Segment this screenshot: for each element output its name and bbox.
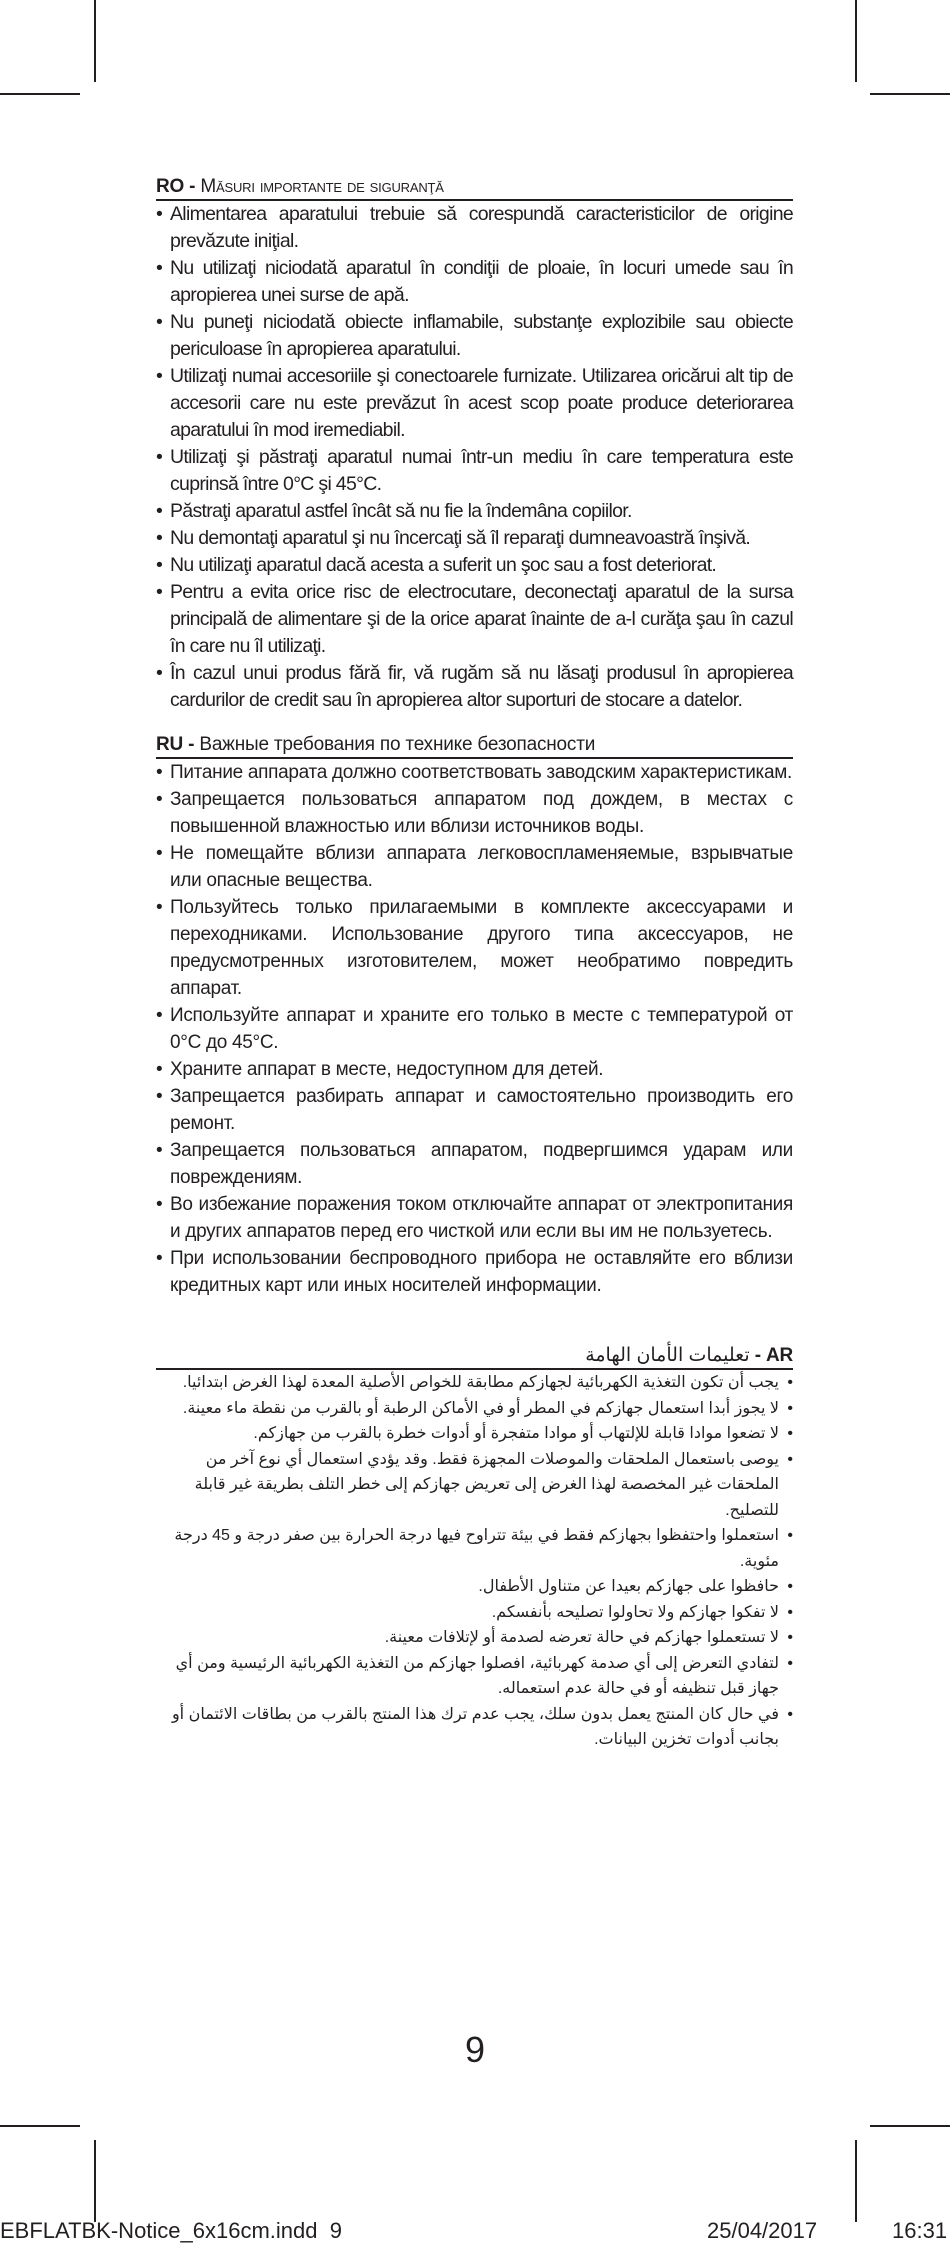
list-item: • حافظوا على جهازكم بعيدا عن متناول الأطفال.: [156, 1574, 793, 1600]
list-item: • لا تضعوا موادا قابلة للإلتهاب أو موادا متفجرة أو أدوات خطرة بالقرب من جهازكم.: [156, 1421, 793, 1447]
section-arabic: [156, 1345, 793, 1753]
slug-file-page: 9: [329, 2218, 342, 2243]
bullet-list-ar: [156, 1370, 793, 1753]
list-item: • Alimentarea aparatului trebuie să corespundă caracteristicilor de origine prevăzute iniţial.: [156, 201, 793, 255]
section-russian: [156, 734, 793, 1299]
lang-code-ru: RU -: [156, 734, 195, 755]
list-item: • Питание аппарата должно соответствовать заводским характеристикам.: [156, 759, 793, 786]
list-item: • لتفادي التعرض إلى أي صدمة كهربائية، افصلوا جهازكم من التغذية الكهربائية الرئيسية ومن أي جهاز قبل تنظيفه أو في حالة عدم استعماله.: [156, 1651, 793, 1702]
section-title-ar: تعليمات الأمان الهامة: [585, 1345, 750, 1366]
section-heading-ru: [156, 734, 793, 759]
list-item: • استعملوا واحتفظوا بجهازكم فقط في بيئة تتراوح فيها درجة الحرارة بين صفر درجة و 45 درجة مئوية.: [156, 1523, 793, 1574]
list-item: • لا تستعملوا جهازكم في حالة تعرضه لصدمة أو لإتلافات معينة.: [156, 1625, 793, 1651]
list-item: • Utilizaţi numai accesoriile şi conectoarele furnizate. Utilizarea oricărui alt tip de accesorii care nu este prevăzut în acest scop poate produce deteriorarea aparatului în mod iremediabil.: [156, 363, 793, 444]
list-item: • При использовании беспроводного прибора не оставляйте его вблизи кредитных карт или иных носителей информации.: [156, 1245, 793, 1299]
list-item: • Запрещается разбирать аппарат и самостоятельно производить его ремонт.: [156, 1083, 793, 1137]
list-item: • În cazul unui produs fără fir, vă rugăm să nu lăsaţi produsul în apropierea cardurilor de credit sau în apropierea altor suporturi de stocare a datelor.: [156, 660, 793, 714]
list-item: • Пользуйтесь только прилагаемыми в комплекте аксессуарами и переходниками. Использование другого типа аксессуаров, не предусмотренных изготовителем, может необратимо повредить аппарат.: [156, 894, 793, 1002]
list-item: • Nu utilizaţi aparatul dacă acesta a suferit un şoc sau a fost deteriorat.: [156, 552, 793, 579]
list-item: • Utilizaţi şi păstraţi aparatul numai într-un mediu în care temperatura este cuprinsă între 0°C şi 45°C.: [156, 444, 793, 498]
crop-mark-top-right-vertical: [855, 0, 857, 82]
lang-code-ar: AR -: [754, 1345, 793, 1366]
crop-mark-bottom-left-vertical: [94, 2140, 96, 2222]
list-item: • في حال كان المنتج يعمل بدون سلك، يجب عدم ترك هذا المنتج بالقرب من بطاقات الائتمان أو بجانب أدوات تخزين البيانات.: [156, 1702, 793, 1753]
section-title-ru: Важные требования по технике безопасности: [199, 734, 596, 755]
bullet-list-ru: [156, 759, 793, 1299]
list-item: • يوصى باستعمال الملحقات والموصلات المجهزة فقط. وقد يؤدي استعمال أي نوع آخر من الملحقات غير المخصصة لهذا الغرض إلى تعريض جهازكم إلى خطر التلف بطريقة غير قابلة للتصليح.: [156, 1447, 793, 1524]
section-title-ro: Măsuri importante de siguranţă: [200, 176, 444, 197]
crop-mark-bottom-right-horizontal: [870, 2125, 950, 2127]
list-item: • لا تفكوا جهازكم ولا تحاولوا تصليحه بأنفسكم.: [156, 1600, 793, 1626]
crop-mark-top-left-vertical: [94, 0, 96, 82]
crop-mark-bottom-left-horizontal: [0, 2125, 80, 2127]
list-item: • Не помещайте вблизи аппарата легковоспламеняемые, взрывчатые или опасные вещества.: [156, 840, 793, 894]
list-item: • Nu utilizaţi niciodată aparatul în condiţii de ploaie, în locuri umede sau în apropierea unei surse de apă.: [156, 255, 793, 309]
list-item: • Запрещается пользоваться аппаратом, подвергшимся ударам или повреждениям.: [156, 1137, 793, 1191]
lang-code-ro: RO -: [156, 176, 196, 197]
crop-mark-bottom-right-vertical: [855, 2140, 857, 2222]
section-heading-ro: [156, 176, 793, 201]
slug-file-name: [0, 2218, 342, 2244]
list-item: • Nu demontaţi aparatul şi nu încercaţi să îl reparaţi dumneavoastră înşivă.: [156, 525, 793, 552]
crop-mark-top-left-horizontal: [0, 93, 80, 95]
list-item: • Храните аппарат в месте, недоступном для детей.: [156, 1056, 793, 1083]
slug-date: 25/04/2017: [707, 2218, 818, 2243]
section-romanian: [156, 176, 793, 714]
crop-mark-top-right-horizontal: [870, 93, 950, 95]
list-item: • Во избежание поражения током отключайте аппарат от электропитания и других аппаратов перед его чисткой или если вы им не пользуетесь.: [156, 1191, 793, 1245]
list-item: • Запрещается пользоваться аппаратом под дождем, в местах с повышенной влажностью или вблизи источников воды.: [156, 786, 793, 840]
list-item: • يجب أن تكون التغذية الكهربائية لجهازكم مطابقة للخواص الأصلية المعدة لهذا الغرض ابتدائيا.: [156, 1370, 793, 1396]
list-item: • Păstraţi aparatul astfel încât să nu fie la îndemâna copiilor.: [156, 498, 793, 525]
bullet-list-ro: [156, 201, 793, 714]
list-item: • Используйте аппарат и храните его только в месте с температурой от 0°C до 45°C.: [156, 1002, 793, 1056]
slug-file: EBFLATBK-Notice_6x16cm.indd: [0, 2218, 318, 2243]
page-number: 9: [464, 2029, 486, 2070]
list-item: • لا يجوز أبدا استعمال جهازكم في المطر أو في الأماكن الرطبة أو بالقرب من نقطة ماء معينة.: [156, 1396, 793, 1422]
safety-instructions: [156, 176, 793, 1773]
section-heading-ar: [156, 1345, 793, 1370]
slug-time: 16:31: [892, 2218, 948, 2243]
list-item: • Pentru a evita orice risc de electrocutare, deconectaţi aparatul de la sursa principală de alimentare şi de la orice aparat înainte de a-l curăţa şau în cazul în care nu îl utilizaţi.: [156, 579, 793, 660]
list-item: • Nu puneţi niciodată obiecte inflamabile, substanţe explozibile sau obiecte periculoase în apropierea aparatului.: [156, 309, 793, 363]
